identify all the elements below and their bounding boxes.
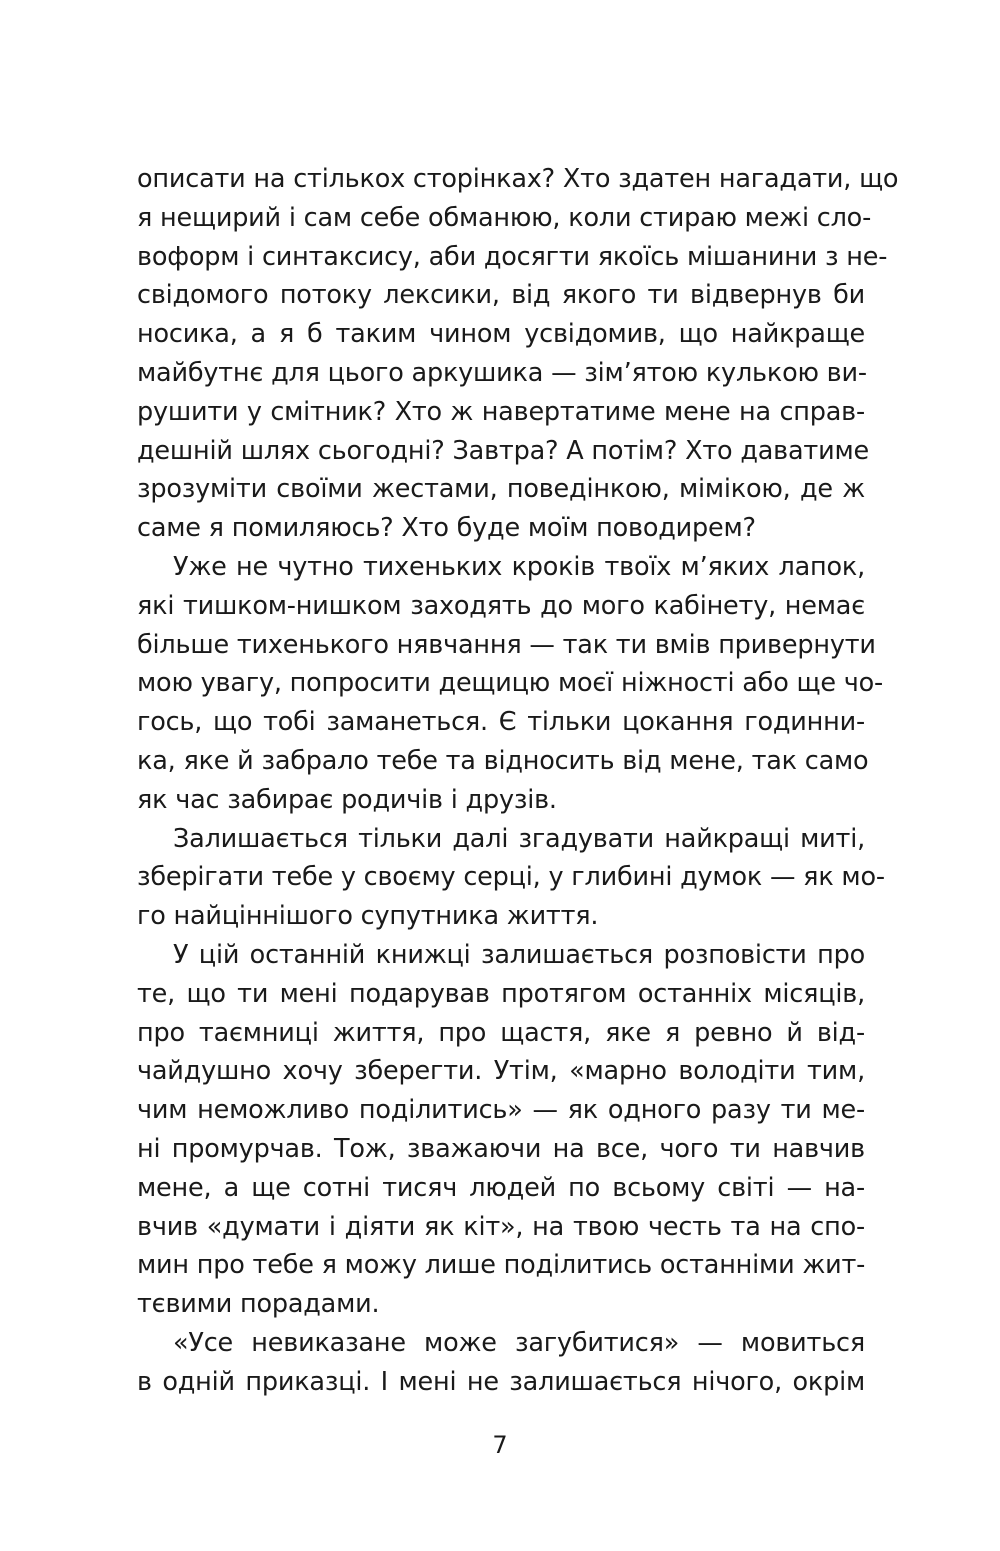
text-line: Залишається тільки далі згадувати найкращі миті,	[173, 823, 865, 854]
text-line: ні промурчав. Тож, зважаючи на все, чого ти навчив	[137, 1133, 865, 1164]
text-line: гось, що тобі заманеться. Є тільки цокання годинни-	[137, 707, 865, 738]
text-line: мене, а ще сотні тисяч людей по всьому світі — на-	[137, 1172, 865, 1203]
text-line: «Усе невиказане може загубитися» — мовиться	[173, 1327, 865, 1358]
text-line: рушити у смітник? Хто ж навертатиме мене на справ-	[137, 396, 865, 427]
text-line: свідомого потоку лексики, від якого ти відвернув би	[137, 280, 865, 311]
text-line: го найціннішого супутника життя.	[137, 901, 599, 932]
text-line: майбутнє для цього аркушика — зім’ятою кулькою ви-	[137, 357, 867, 388]
text-line: носика, а я б таким чином усвідомив, що найкраще	[137, 319, 865, 350]
text-line: воформ і синтаксису, аби досягти якоїсь мішанини з не-	[137, 241, 888, 272]
page-number: 7	[492, 1431, 508, 1459]
text-line: саме я помиляюсь? Хто буде моїм поводирем?	[137, 513, 756, 544]
text-line: ка, яке й забрало тебе та відносить від мене, так само	[137, 745, 869, 776]
text-line: мою увагу, попросити дещицю моєї ніжності або ще чо-	[137, 668, 883, 699]
text-line: те, що ти мені подарував протягом останніх місяців,	[137, 978, 865, 1009]
text-line: тєвими порадами.	[137, 1289, 380, 1320]
text-line: більше тихенького нявчання — так ти вмів привернути	[137, 629, 876, 660]
text-line: я нещирий і сам себе обманюю, коли стираю межі сло-	[137, 202, 872, 233]
text-line: як час забирає родичів і друзів.	[137, 784, 557, 815]
text-line: мин про тебе я можу лише поділитись останніми жит-	[137, 1250, 866, 1281]
text-line: про таємниці життя, про щастя, яке я ревно й від-	[137, 1017, 865, 1048]
text-line: чайдушно хочу зберегти. Утім, «марно володіти тим,	[137, 1056, 865, 1087]
body-text	[137, 160, 899, 1402]
text-line: описати на стількох сторінках? Хто здатен нагадати, що	[137, 164, 899, 194]
text-line: чим неможливо поділитись» — як одного разу ти ме-	[137, 1095, 865, 1126]
text-line: зрозуміти своїми жестами, поведінкою, мімікою, де ж	[137, 474, 865, 505]
text-line: вчив «думати і діяти як кіт», на твою честь та на спо-	[137, 1211, 865, 1242]
text-line: в одній приказці. І мені не залишається нічого, окрім	[137, 1366, 865, 1397]
text-line: зберігати тебе у своєму серці, у глибині думок — як мо-	[137, 862, 885, 893]
text-line: які тишком-нишком заходять до мого кабінету, немає	[137, 590, 865, 621]
text-line: У цій останній книжці залишається розповісти про	[173, 939, 865, 970]
text-line: Уже не чутно тихеньких кроків твоїх м’яких лапок,	[173, 551, 865, 582]
text-line: дешній шлях сьогодні? Завтра? А потім? Хто даватиме	[137, 435, 869, 466]
